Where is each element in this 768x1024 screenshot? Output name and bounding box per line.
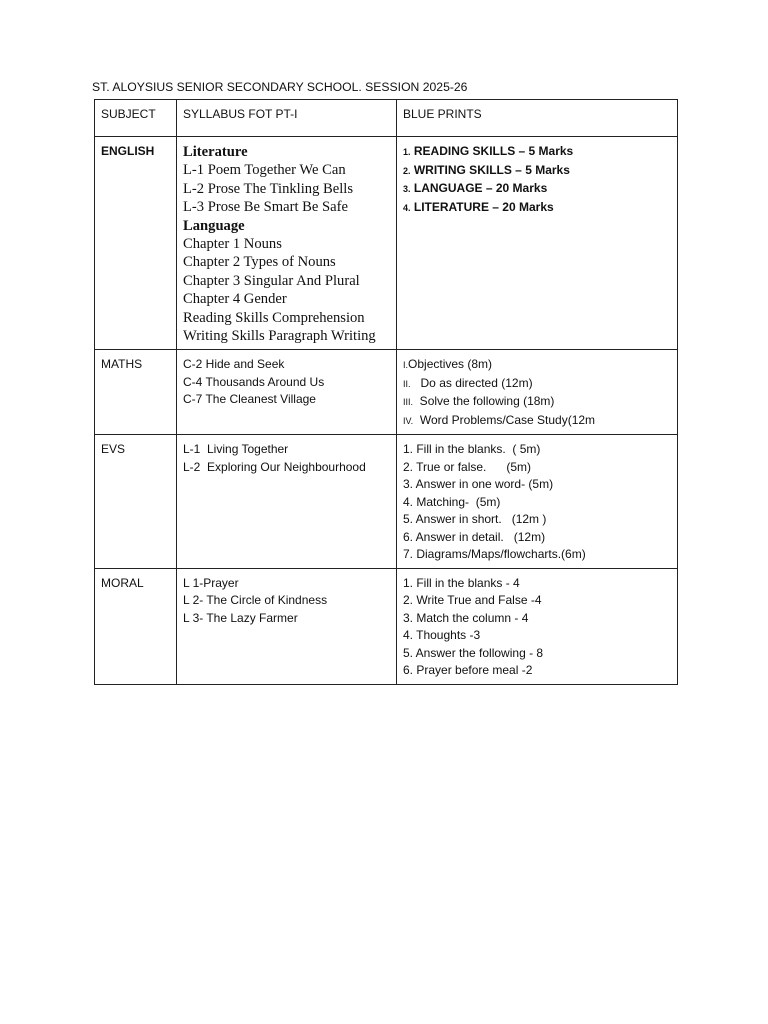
table-header-row (95, 100, 678, 137)
table-row-maths (95, 350, 678, 435)
syllabus-moral (177, 568, 397, 684)
syllabus-item: L-2 Prose The Tinkling Bells (183, 180, 354, 197)
blueprint-item: IV. Word Problems/Case Study(12m (403, 412, 596, 427)
syllabus-item: C-7 The Cleanest Village (183, 392, 316, 407)
header-subject: SUBJECT (95, 100, 177, 137)
subject-label: ENGLISH (101, 144, 155, 158)
syllabus-item: Chapter 4 Gender (183, 291, 287, 308)
syllabus-evs (177, 435, 397, 569)
blueprint-item: 1. Fill in the blanks - 4 (403, 575, 520, 590)
syllabus-item: Reading Skills Comprehension (183, 309, 365, 326)
syllabus-item: Chapter 2 Types of Nouns (183, 254, 336, 271)
blueprint-item: 2. True or false. (5m) (403, 459, 532, 474)
blueprint-english (397, 137, 678, 350)
syllabus-item: L-3 Prose Be Smart Be Safe (183, 199, 348, 216)
blueprint-item: 1. Fill in the blanks. ( 5m) (403, 442, 541, 457)
blueprint-item: 5. Answer the following - 8 (403, 645, 544, 660)
blueprint-item: 6. Answer in detail. (12m) (403, 529, 546, 544)
table-row-evs (95, 435, 678, 569)
syllabus-item: L-1 Poem Together We Can (183, 162, 346, 179)
syllabus-item: L-1 Living Together (183, 442, 289, 457)
syllabus-item: Writing Skills Paragraph Writing (183, 328, 376, 345)
syllabus-english (177, 137, 397, 350)
document-title: ST. ALOYSIUS SENIOR SECONDARY SCHOOL. SESSION 2025-26 (92, 80, 468, 94)
blueprint-item: 7. Diagrams/Maps/flowcharts.(6m) (403, 547, 586, 562)
syllabus-item: L-2 Exploring Our Neighbourhood (183, 459, 366, 474)
blueprint-item: 2. WRITING SKILLS – 5 Marks (403, 162, 570, 177)
subject-evs: EVS (95, 435, 177, 569)
blueprint-item: III. Solve the following (18m) (403, 394, 555, 409)
subject-english (95, 137, 177, 350)
blueprint-item: 3. Match the column - 4 (403, 610, 529, 625)
syllabus-item: Chapter 1 Nouns (183, 236, 282, 253)
blueprint-item: 6. Prayer before meal -2 (403, 663, 533, 678)
blueprint-item: 5. Answer in short. (12m ) (403, 512, 547, 527)
syllabus-item: L 2- The Circle of Kindness (183, 593, 328, 608)
table-row-english (95, 137, 678, 350)
syllabus-item: C-4 Thousands Around Us (183, 374, 325, 389)
syllabus-item: Chapter 3 Singular And Plural (183, 272, 360, 289)
blueprint-item: I.Objectives (8m) (403, 357, 493, 372)
blueprint-item: II. Do as directed (12m) (403, 375, 533, 390)
blueprint-maths (397, 350, 678, 435)
blueprint-item: 4. Matching- (5m) (403, 494, 501, 509)
subject-moral: MORAL (95, 568, 177, 684)
subject-maths: MATHS (95, 350, 177, 435)
blueprint-evs (397, 435, 678, 569)
syllabus-table (94, 99, 678, 685)
syllabus-item: L 3- The Lazy Farmer (183, 610, 298, 625)
table-row-moral (95, 568, 678, 684)
blueprint-item: 1. READING SKILLS – 5 Marks (403, 144, 574, 158)
blueprint-item: 3. LANGUAGE – 20 Marks (403, 181, 548, 195)
blueprint-item: 2. Write True and False -4 (403, 593, 542, 608)
blueprint-item: 3. Answer in one word- (5m) (403, 477, 554, 492)
header-syllabus: SYLLABUS FOT PT-I (177, 100, 397, 137)
blueprint-item: 4. LITERATURE – 20 Marks (403, 199, 554, 214)
section-heading-language: Language (183, 217, 245, 234)
header-blueprints: BLUE PRINTS (397, 100, 678, 137)
syllabus-item: L 1-Prayer (183, 575, 239, 590)
syllabus-item: C-2 Hide and Seek (183, 357, 285, 372)
section-heading-literature: Literature (183, 144, 248, 160)
blueprint-item: 4. Thoughts -3 (403, 628, 481, 643)
blueprint-moral (397, 568, 678, 684)
syllabus-maths (177, 350, 397, 435)
